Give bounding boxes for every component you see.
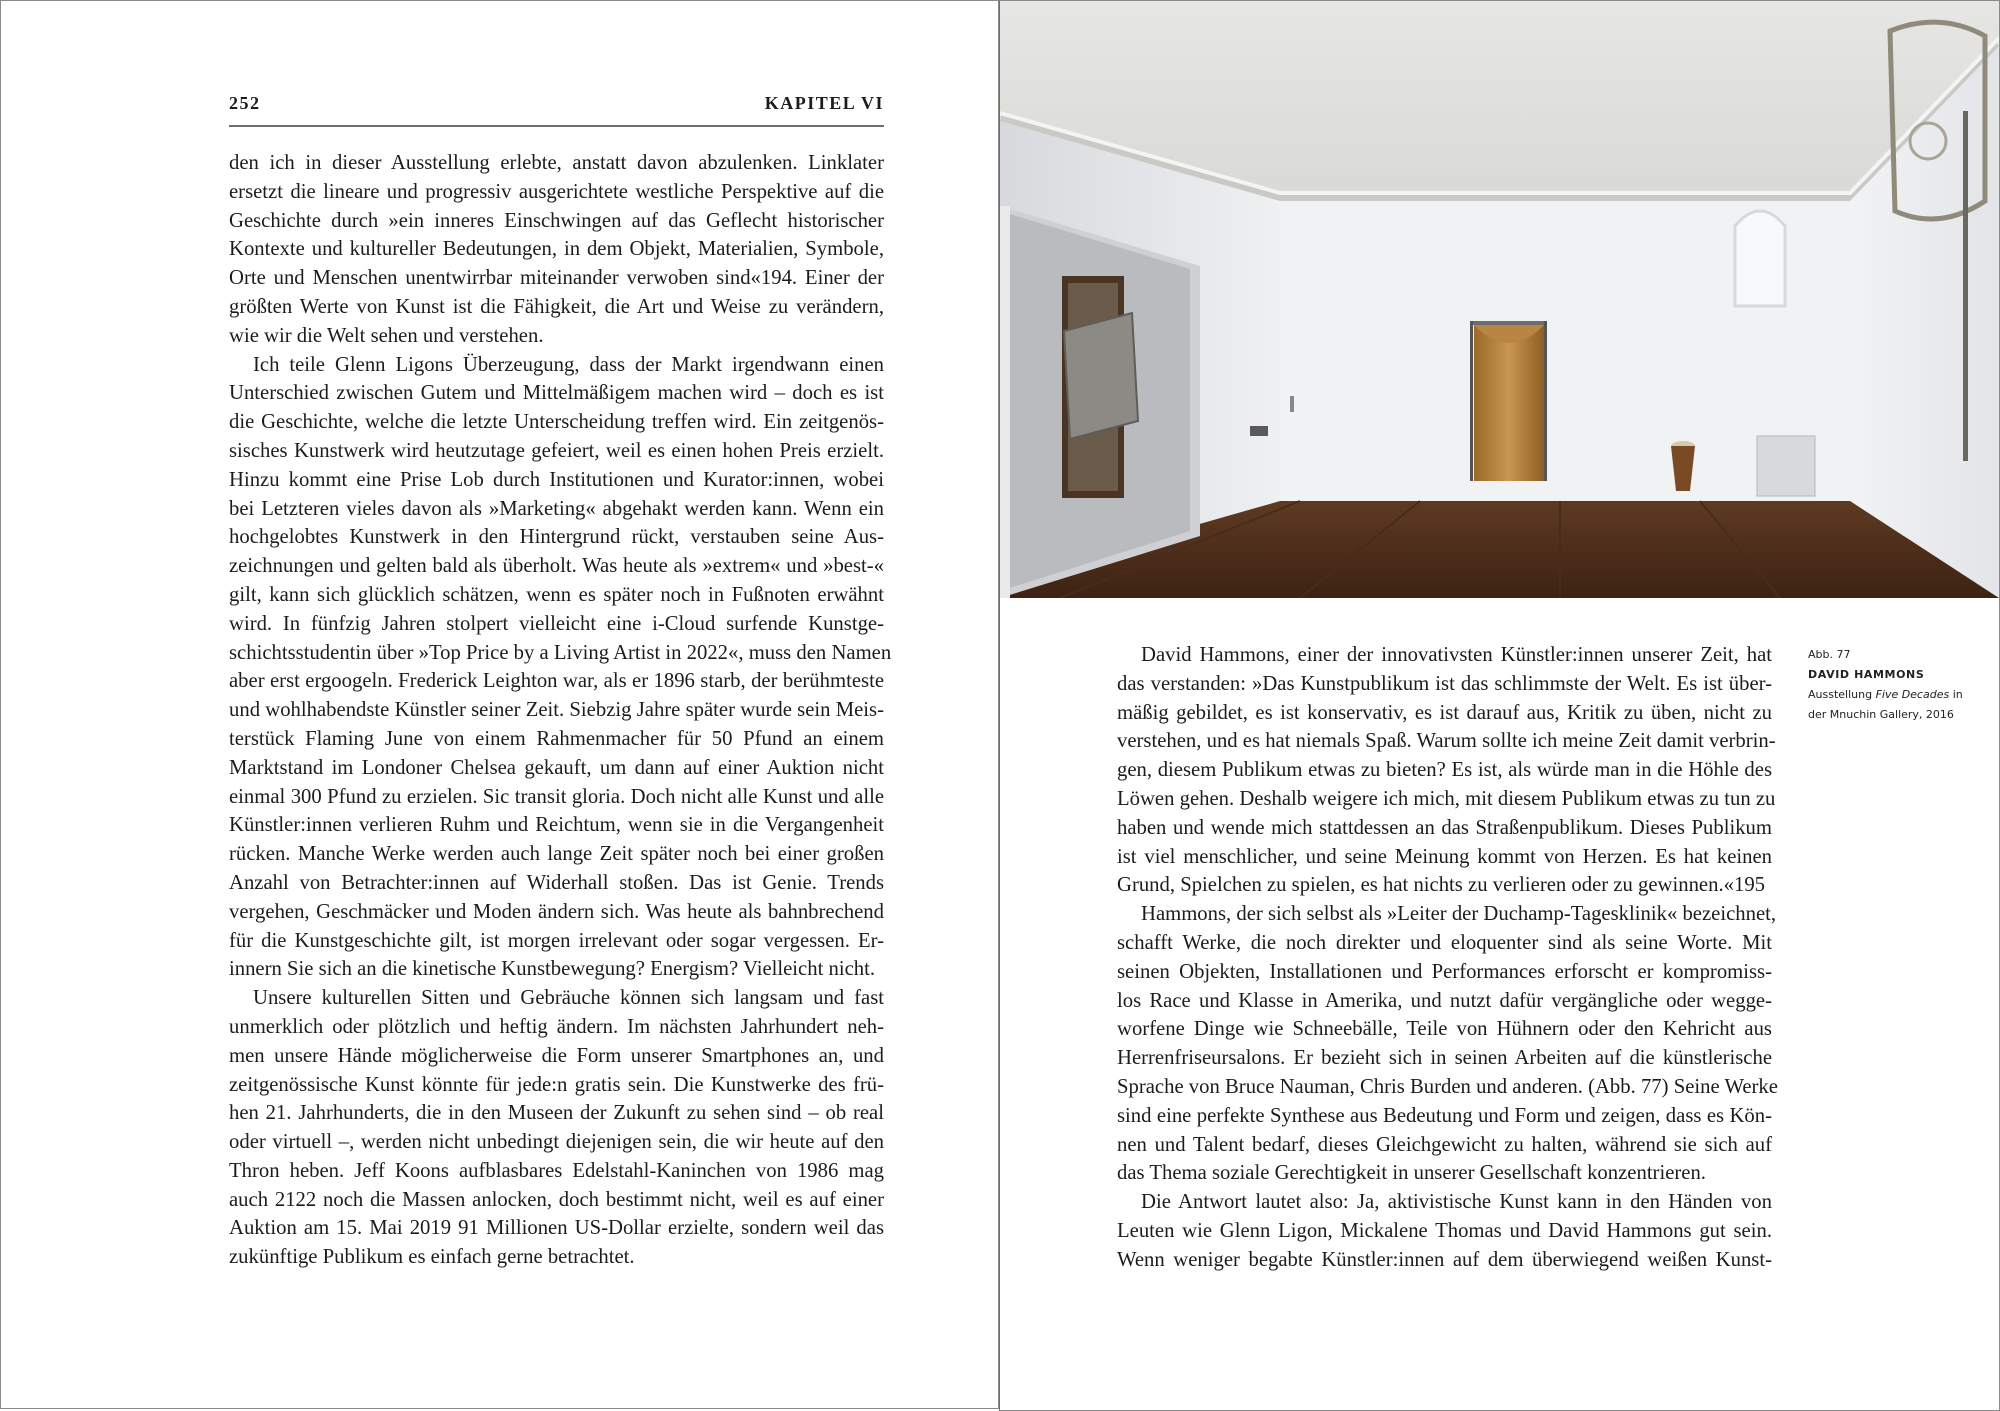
- text-line: Leuten wie Glenn Ligon, Mickalene Thomas und David Hammons gut sein.: [1117, 1219, 1772, 1242]
- text-line: auch 2122 noch die Massen anlocken, doch bestimmt nicht, weil es auf einer: [229, 1188, 884, 1211]
- text-line: hochgelobtes Kunstwerk in den Hintergrund rückt, verstauben seine Aus-: [229, 526, 884, 549]
- text-line: Auktion am 15. Mai 2019 91 Millionen US-Dollar erzielte, sondern weil das: [229, 1217, 884, 1240]
- text-line: hen 21. Jahrhunderts, die in den Museen der Zukunft zu sehen sind – ob real: [229, 1102, 884, 1125]
- text-line: innern Sie sich an die kinetische Kunstbewegung? Energism? Vielleicht nicht.: [229, 958, 876, 981]
- text-line: David Hammons, einer der innovativsten Künstler:innen unserer Zeit, hat: [1141, 644, 1772, 666]
- text-line: men unsere Hände möglicherweise die Form unserer Smartphones an, und: [229, 1044, 884, 1067]
- text-line: unmerklich oder plötzlich und heftig ändern. Im nächsten Jahrhundert neh-: [229, 1015, 884, 1038]
- caption-line-1: [1808, 685, 1978, 705]
- text-line: Orte und Menschen unentwirrbar miteinander verwoben sind«194. Einer der: [229, 267, 884, 290]
- text-line: zeichnungen und gelten bald als überholt. Was heute als »extrem« und »best-«: [229, 555, 884, 578]
- text-line: und wohlhabendste Künstler seiner Zeit. Siebzig Jahre später wurde sein Meis-: [229, 699, 884, 722]
- text-line: Unsere kulturellen Sitten und Gebräuche können sich langsam und fast: [253, 987, 884, 1010]
- text-line: Hinzu kommt eine Prise Lob durch Institutionen und Kurator:innen, wobei: [229, 468, 884, 491]
- caption-suffix: in: [1949, 688, 1963, 701]
- text-line: bei Letzteren vieles davon als »Marketing« abgehakt werden kann. Wenn ein: [229, 497, 884, 520]
- chapter-title: KAPITEL VI: [764, 93, 884, 113]
- text-line: Sprache von Bruce Nauman, Chris Burden und anderen. (Abb. 77) Seine Werke: [1117, 1075, 1778, 1098]
- text-line: Unterschied zwischen Gutem und Mittelmäßigem machen wird – doch es ist: [229, 382, 884, 405]
- text-line: einmal 300 Pfund zu erzielen. Sic transit gloria. Doch nicht alle Kunst und alle: [229, 785, 884, 808]
- text-line: Grund, Spielchen zu spielen, es hat nichts zu verlieren oder zu gewinnen.«195: [1117, 874, 1766, 897]
- text-line: Thron heben. Jeff Koons aufblasbares Edelstahl-Kaninchen von 1986 mag: [229, 1159, 884, 1182]
- text-line: Herrenfriseursalons. Er bezieht sich in seinen Arbeiten auf die künstlerische: [1117, 1047, 1772, 1070]
- text-line: los Race und Klasse in Amerika, und nutzt dafür vergängliche oder wegge-: [1117, 989, 1772, 1012]
- text-line: vergehen, Geschmäcker und Moden ändern sich. Was heute als bahnbrechend: [229, 900, 884, 923]
- text-line: worfene Dinge wie Schneebälle, Teile von Hühnern oder den Kehricht aus: [1117, 1018, 1772, 1041]
- gallery-photo-illustration: [1000, 1, 1999, 598]
- text-line: gilt, kann sich glücklich schätzen, wenn es später noch in Fußnoten erwähnt: [229, 583, 884, 606]
- text-line: Geschichte durch »ein inneres Einschwingen auf das Geflecht historischer: [229, 209, 884, 232]
- right-body-text: [1117, 641, 1778, 1275]
- text-line: die Geschichte, welche die letzte Unterscheidung treffen wird. Ein zeitgenös-: [229, 411, 884, 434]
- text-line: den ich in dieser Ausstellung erlebte, anstatt davon abzulenken. Linklater: [229, 152, 884, 174]
- text-line: verstehen, und es hat niemals Spaß. Warum sollte ich meine Zeit damit verbrin-: [1117, 730, 1776, 753]
- text-line: Hammons, der sich selbst als »Leiter der Duchamp-Tagesklinik« bezeichnet,: [1141, 903, 1777, 926]
- text-line: ist viel menschlicher, und seine Meinung kommt von Herzen. Es hat keinen: [1117, 845, 1772, 868]
- text-line: Ich teile Glenn Ligons Überzeugung, dass der Markt irgendwann einen: [253, 353, 884, 376]
- text-line: nen und Talent bedarf, dieses Gleichgewicht zu halten, während sie sich auf: [1117, 1133, 1772, 1156]
- text-line: Kontexte und kultureller Bedeutungen, in dem Objekt, Materialien, Symbole,: [229, 238, 884, 261]
- text-line: zeitgenössische Kunst könnte für jede:n gratis sein. Die Kunstwerke des frü-: [229, 1073, 884, 1096]
- text-line: sind eine perfekte Synthese aus Bedeutung und Form und zeigen, dass es Kön-: [1117, 1104, 1772, 1127]
- text-line: das verstanden: »Das Kunstpublikum ist das schlimmste der Welt. Es ist über-: [1117, 672, 1772, 695]
- caption-line-2: der Mnuchin Gallery, 2016: [1808, 708, 1954, 721]
- text-line: rücken. Manche Werke werden auch lange Zeit später noch bei einer großen: [229, 843, 884, 866]
- figure-caption: [1808, 645, 1978, 725]
- text-line: schafft Werke, die noch direkter und eloquenter sind als seine Worte. Mit: [1117, 931, 1772, 954]
- text-line: seinen Objekten, Installationen und Performances erforscht er kompromiss-: [1117, 960, 1772, 983]
- text-line: wird. In fünfzig Jahren stolpert vielleicht eine i-Cloud surfende Kunstge-: [229, 612, 884, 635]
- text-line: Anzahl von Betrachter:innen auf Widerhall stoßen. Das ist Genie. Trends: [229, 871, 884, 894]
- caption-figure-number: Abb. 77: [1808, 648, 1851, 661]
- text-line: Wenn weniger begabte Künstler:innen auf dem überwiegend weißen Kunst-: [1117, 1248, 1772, 1271]
- text-line: schichtsstudentin über »Top Price by a Living Artist in 2022«, muss den Namen: [229, 641, 892, 664]
- gallery-room-photo: [1000, 1, 1999, 598]
- running-head: [229, 93, 884, 127]
- text-line: für die Kunstgeschichte gilt, ist morgen irrelevant oder sogar vergessen. Er-: [229, 929, 884, 952]
- text-line: Die Antwort lautet also: Ja, aktivistische Kunst kann in den Händen von: [1141, 1191, 1772, 1214]
- text-line: sisches Kunstwerk wird heutzutage gefeiert, weil es einen hohen Preis erzielt.: [229, 439, 884, 462]
- text-line: zukünftige Publikum es einfach gerne betrachtet.: [229, 1246, 635, 1269]
- text-line: mäßig gebildet, es ist konservativ, es ist darauf aus, Kritik zu üben, nicht zu: [1117, 701, 1772, 724]
- text-line: wie wir die Welt sehen und verstehen.: [229, 324, 544, 347]
- text-line: Löwen gehen. Deshalb weigere ich mich, mit diesem Publikum etwas zu tun zu: [1117, 787, 1776, 810]
- text-line: ersetzt die lineare und progressiv ausgerichtete westliche Perspektive auf die: [229, 180, 884, 203]
- left-page: [0, 0, 999, 1409]
- text-line: haben und wende mich stattdessen an das Straßenpublikum. Dieses Publikum: [1117, 816, 1772, 839]
- right-page: [999, 0, 2000, 1411]
- text-line: gen, diesem Publikum etwas zu bieten? Es ist, als würde man in die Höhle des: [1117, 759, 1772, 782]
- text-line: Künstler:innen verlieren Ruhm und Reichtum, wenn sie in die Vergangenheit: [229, 814, 884, 837]
- text-line: oder virtuell –, werden nicht unbedingt diejenigen sein, die wir heute auf den: [229, 1131, 884, 1154]
- caption-exhibition-title: Five Decades: [1875, 688, 1950, 701]
- text-line: größten Werte von Kunst ist die Fähigkeit, die Art und Weise zu verändern,: [229, 295, 884, 318]
- text-line: terstück Flaming June von einem Rahmenmacher für 50 Pfund an einem: [229, 727, 884, 750]
- caption-prefix: Ausstellung: [1808, 688, 1876, 701]
- text-line: aber erst ergoogeln. Frederick Leighton war, als er 1896 starb, der berühmteste: [229, 670, 884, 693]
- caption-artist: DAVID HAMMONS: [1808, 668, 1925, 681]
- text-line: das Thema soziale Gerechtigkeit in unserer Gesellschaft konzentrieren.: [1117, 1162, 1706, 1185]
- page-number: 252: [229, 93, 261, 113]
- left-body-text: [229, 149, 892, 1272]
- text-line: Marktstand im Londoner Chelsea gekauft, um dann auf einer Auktion nicht: [229, 756, 884, 779]
